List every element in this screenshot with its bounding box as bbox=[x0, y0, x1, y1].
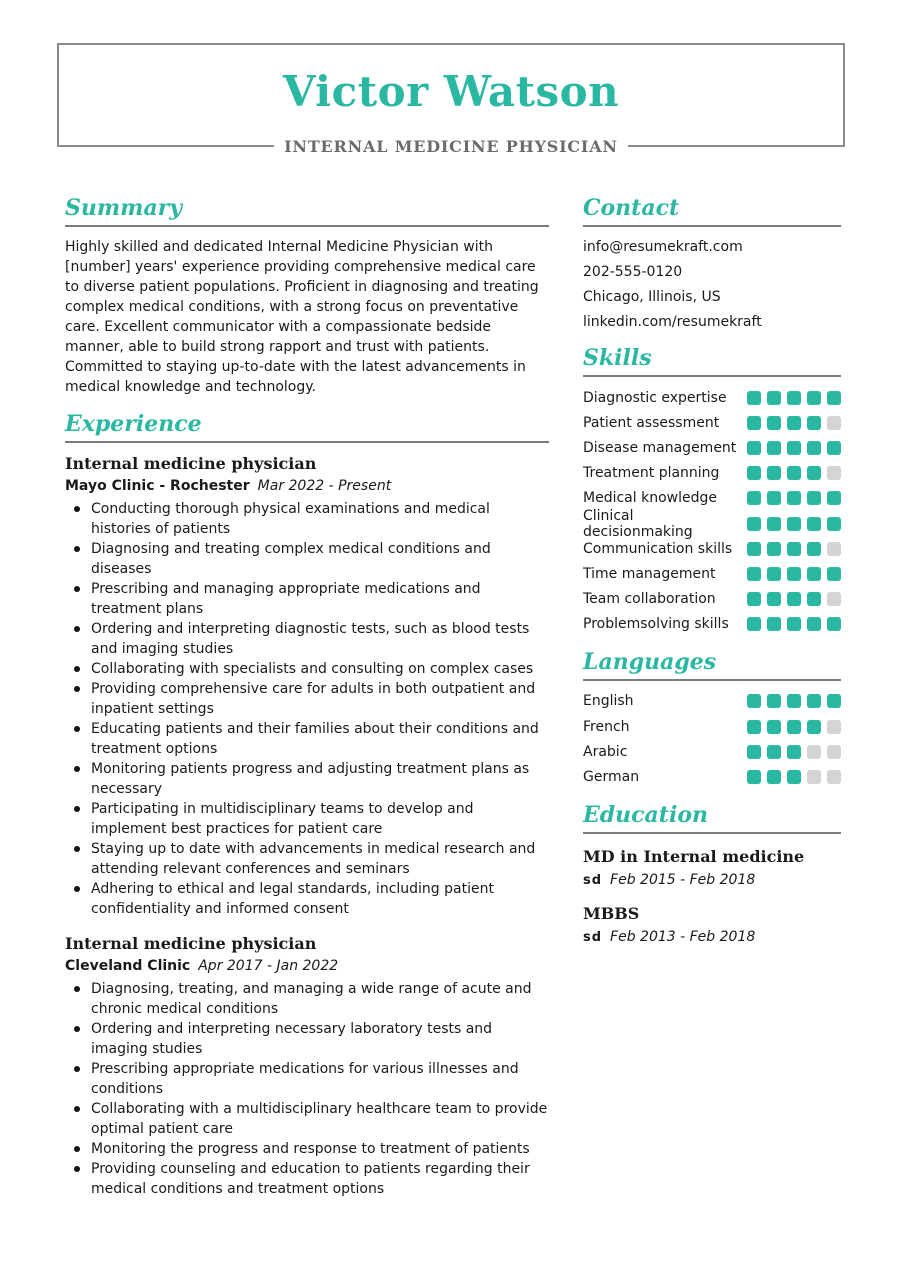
rating-dot-filled bbox=[807, 617, 821, 631]
rating-dot-filled bbox=[807, 441, 821, 455]
rating-dots bbox=[747, 720, 841, 734]
degree-name: MBBS bbox=[583, 903, 640, 923]
skill-row bbox=[583, 435, 841, 460]
skills-heading: Skills bbox=[583, 343, 841, 377]
rating-dot-filled bbox=[747, 542, 761, 556]
skill-row-label: Clinical decisionmaking bbox=[583, 507, 693, 540]
rating-dot-filled bbox=[827, 491, 841, 505]
job-bullet: Educating patients and their families about their conditions and treatment options bbox=[65, 719, 549, 759]
rating-dot-filled bbox=[747, 517, 761, 531]
rating-dot-filled bbox=[827, 517, 841, 531]
rating-dot-filled bbox=[747, 491, 761, 505]
contact-list bbox=[583, 235, 841, 335]
rating-dot-filled bbox=[807, 694, 821, 708]
rating-dot-filled bbox=[747, 441, 761, 455]
rating-dot-filled bbox=[767, 592, 781, 606]
header-box bbox=[57, 43, 845, 147]
rating-dot-empty bbox=[827, 592, 841, 606]
rating-dot-filled bbox=[767, 466, 781, 480]
left-column bbox=[65, 193, 549, 1199]
job-bullet: Providing counseling and education to patients regarding their medical conditions and treatment options bbox=[65, 1159, 549, 1199]
job-bullet: Providing comprehensive care for adults in both outpatient and inpatient settings bbox=[65, 679, 549, 719]
rating-dot-filled bbox=[747, 617, 761, 631]
language-row-label: Arabic bbox=[583, 743, 628, 760]
rating-dot-filled bbox=[747, 694, 761, 708]
job-meta bbox=[65, 955, 549, 977]
contact-email[interactable]: info@resumekraft.com bbox=[583, 239, 743, 255]
job-bullet: Prescribing appropriate medications for various illnesses and conditions bbox=[65, 1059, 549, 1099]
experience-heading: Experience bbox=[65, 409, 549, 443]
contact-heading: Contact bbox=[583, 193, 841, 227]
job-bullet: Ordering and interpreting necessary laboratory tests and imaging studies bbox=[65, 1019, 549, 1059]
rating-dot-filled bbox=[747, 745, 761, 759]
rating-dots bbox=[747, 567, 841, 581]
rating-dot-filled bbox=[767, 694, 781, 708]
job-title: Internal medicine physician bbox=[65, 934, 317, 953]
rating-dot-filled bbox=[747, 720, 761, 734]
rating-dot-filled bbox=[787, 416, 801, 430]
rating-dots bbox=[747, 466, 841, 480]
rating-dot-filled bbox=[787, 391, 801, 405]
rating-dot-filled bbox=[827, 617, 841, 631]
rating-dot-filled bbox=[767, 416, 781, 430]
rating-dots bbox=[747, 592, 841, 606]
education-item bbox=[583, 846, 841, 893]
contact-location: Chicago, Illinois, US bbox=[583, 289, 721, 305]
job-bullet: Monitoring patients progress and adjusting treatment plans as necessary bbox=[65, 759, 549, 799]
school-name: sd bbox=[583, 872, 603, 888]
rating-dots bbox=[747, 491, 841, 505]
summary-section bbox=[65, 193, 549, 397]
rating-dot-empty bbox=[807, 745, 821, 759]
skill-row bbox=[583, 587, 841, 612]
job-bullets bbox=[65, 979, 549, 1199]
job-bullet: Diagnosing, treating, and managing a wide range of acute and chronic medical conditions bbox=[65, 979, 549, 1019]
rating-dots bbox=[747, 416, 841, 430]
education-dates: Feb 2015 - Feb 2018 bbox=[610, 871, 756, 888]
rating-dot-filled bbox=[807, 517, 821, 531]
rating-dot-filled bbox=[787, 466, 801, 480]
degree-name: MD in Internal medicine bbox=[583, 846, 805, 866]
education-section bbox=[583, 800, 841, 950]
education-item bbox=[583, 903, 841, 950]
rating-dots bbox=[747, 745, 841, 759]
rating-dot-filled bbox=[767, 542, 781, 556]
languages-section bbox=[583, 647, 841, 790]
skills-list bbox=[583, 385, 841, 637]
job-title: INTERNAL MEDICINE PHYSICIAN bbox=[274, 135, 628, 159]
rating-dot-filled bbox=[827, 694, 841, 708]
job-bullet: Ordering and interpreting diagnostic tests, such as blood tests and imaging studies bbox=[65, 619, 549, 659]
rating-dot-filled bbox=[747, 466, 761, 480]
language-row-label: German bbox=[583, 769, 640, 786]
rating-dot-filled bbox=[787, 720, 801, 734]
rating-dot-filled bbox=[807, 567, 821, 581]
job-title-wrap bbox=[57, 135, 845, 159]
experience-section bbox=[65, 409, 549, 1199]
language-row bbox=[583, 739, 841, 764]
rating-dot-filled bbox=[767, 491, 781, 505]
rating-dot-empty bbox=[827, 770, 841, 784]
job-meta bbox=[65, 475, 549, 497]
rating-dot-filled bbox=[747, 391, 761, 405]
language-row bbox=[583, 689, 841, 714]
rating-dot-filled bbox=[787, 567, 801, 581]
school-name: sd bbox=[583, 929, 603, 945]
rating-dot-empty bbox=[827, 720, 841, 734]
education-dates: Feb 2013 - Feb 2018 bbox=[610, 928, 756, 945]
experience-item bbox=[65, 453, 549, 919]
skill-row-label: Team collaboration bbox=[583, 591, 716, 608]
rating-dot-filled bbox=[747, 592, 761, 606]
contact-section bbox=[583, 193, 841, 335]
language-row bbox=[583, 764, 841, 789]
job-bullet: Conducting thorough physical examinations and medical histories of patients bbox=[65, 499, 549, 539]
skill-row-label: Diagnostic expertise bbox=[583, 389, 727, 406]
rating-dot-empty bbox=[827, 466, 841, 480]
skill-row-label: Problemsolving skills bbox=[583, 616, 729, 633]
language-row bbox=[583, 714, 841, 739]
rating-dot-filled bbox=[807, 542, 821, 556]
job-bullet: Collaborating with specialists and consulting on complex cases bbox=[65, 659, 549, 679]
rating-dot-filled bbox=[767, 517, 781, 531]
languages-list bbox=[583, 689, 841, 790]
job-title: Internal medicine physician bbox=[65, 454, 317, 473]
experience-list bbox=[65, 453, 549, 1199]
job-dates: Apr 2017 - Jan 2022 bbox=[198, 958, 339, 974]
job-bullet: Prescribing and managing appropriate medications and treatment plans bbox=[65, 579, 549, 619]
job-bullet: Diagnosing and treating complex medical conditions and diseases bbox=[65, 539, 549, 579]
rating-dot-filled bbox=[807, 466, 821, 480]
rating-dot-filled bbox=[747, 770, 761, 784]
job-bullet: Adhering to ethical and legal standards, including patient confidentiality and informed consent bbox=[65, 879, 549, 919]
job-bullet: Monitoring the progress and response to treatment of patients bbox=[65, 1139, 549, 1159]
rating-dot-filled bbox=[767, 617, 781, 631]
rating-dot-empty bbox=[807, 770, 821, 784]
job-bullet: Collaborating with a multidisciplinary healthcare team to provide optimal patient care bbox=[65, 1099, 549, 1139]
skill-row-label: Patient assessment bbox=[583, 414, 720, 431]
rating-dot-filled bbox=[787, 745, 801, 759]
rating-dot-filled bbox=[827, 441, 841, 455]
rating-dot-empty bbox=[827, 745, 841, 759]
skill-row-label: Medical knowledge bbox=[583, 490, 717, 507]
skill-row bbox=[583, 385, 841, 410]
education-meta bbox=[583, 868, 841, 893]
summary-heading: Summary bbox=[65, 193, 549, 227]
rating-dot-filled bbox=[767, 567, 781, 581]
rating-dot-filled bbox=[767, 720, 781, 734]
company-name: Mayo Clinic - Rochester bbox=[65, 478, 250, 494]
rating-dots bbox=[747, 694, 841, 708]
job-dates: Mar 2022 - Present bbox=[257, 478, 392, 494]
skill-row bbox=[583, 507, 841, 540]
rating-dots bbox=[747, 617, 841, 631]
skill-row bbox=[583, 561, 841, 586]
rating-dot-filled bbox=[787, 491, 801, 505]
rating-dot-filled bbox=[787, 441, 801, 455]
rating-dot-filled bbox=[767, 770, 781, 784]
rating-dot-filled bbox=[747, 416, 761, 430]
rating-dot-filled bbox=[767, 745, 781, 759]
summary-text: Highly skilled and dedicated Internal Medicine Physician with [number] years' experience providing comprehensive medical care to diverse patient populations. Proficient in diagnosing and treating complex medical conditions, with a strong focus on preventative care. Excellent communicator with a compassionate bedside manner, able to build strong rapport and trust with patients. Committed to staying up-to-date with the latest advancements in medical knowledge and technology. bbox=[65, 239, 539, 395]
rating-dot-filled bbox=[807, 720, 821, 734]
rating-dot-filled bbox=[787, 592, 801, 606]
rating-dot-filled bbox=[767, 391, 781, 405]
rating-dot-filled bbox=[807, 391, 821, 405]
rating-dot-empty bbox=[827, 416, 841, 430]
rating-dots bbox=[747, 391, 841, 405]
rating-dot-filled bbox=[807, 416, 821, 430]
contact-phone[interactable]: 202-555-0120 bbox=[583, 264, 683, 280]
education-meta bbox=[583, 925, 841, 950]
skill-row bbox=[583, 536, 841, 561]
language-row-label: English bbox=[583, 693, 634, 710]
rating-dot-filled bbox=[787, 617, 801, 631]
language-row-label: French bbox=[583, 718, 630, 735]
job-bullets bbox=[65, 499, 549, 919]
company-name: Cleveland Clinic bbox=[65, 958, 191, 974]
rating-dot-filled bbox=[807, 491, 821, 505]
skill-row-label: Communication skills bbox=[583, 540, 733, 557]
skills-section bbox=[583, 343, 841, 637]
rating-dot-filled bbox=[787, 694, 801, 708]
rating-dot-filled bbox=[807, 592, 821, 606]
rating-dot-filled bbox=[787, 770, 801, 784]
skill-row-label: Treatment planning bbox=[583, 465, 720, 482]
rating-dot-filled bbox=[827, 567, 841, 581]
job-bullet: Staying up to date with advancements in medical research and attending relevant conferences and seminars bbox=[65, 839, 549, 879]
rating-dots bbox=[747, 542, 841, 556]
rating-dot-empty bbox=[827, 542, 841, 556]
candidate-name: Victor Watson bbox=[282, 67, 620, 116]
rating-dot-filled bbox=[827, 391, 841, 405]
education-heading: Education bbox=[583, 800, 841, 834]
rating-dot-filled bbox=[787, 517, 801, 531]
skill-row bbox=[583, 612, 841, 637]
rating-dots bbox=[747, 770, 841, 784]
right-column bbox=[583, 193, 841, 950]
languages-heading: Languages bbox=[583, 647, 841, 681]
experience-item bbox=[65, 933, 549, 1199]
skill-row bbox=[583, 461, 841, 486]
skill-row-label: Time management bbox=[583, 565, 716, 582]
rating-dot-filled bbox=[767, 441, 781, 455]
skill-row-label: Disease management bbox=[583, 439, 737, 456]
education-list bbox=[583, 846, 841, 950]
rating-dots bbox=[747, 517, 841, 531]
contact-linkedin[interactable]: linkedin.com/resumekraft bbox=[583, 314, 762, 330]
job-bullet: Participating in multidisciplinary teams to develop and implement best practices for patient care bbox=[65, 799, 549, 839]
rating-dot-filled bbox=[747, 567, 761, 581]
rating-dot-filled bbox=[787, 542, 801, 556]
skill-row bbox=[583, 410, 841, 435]
rating-dots bbox=[747, 441, 841, 455]
